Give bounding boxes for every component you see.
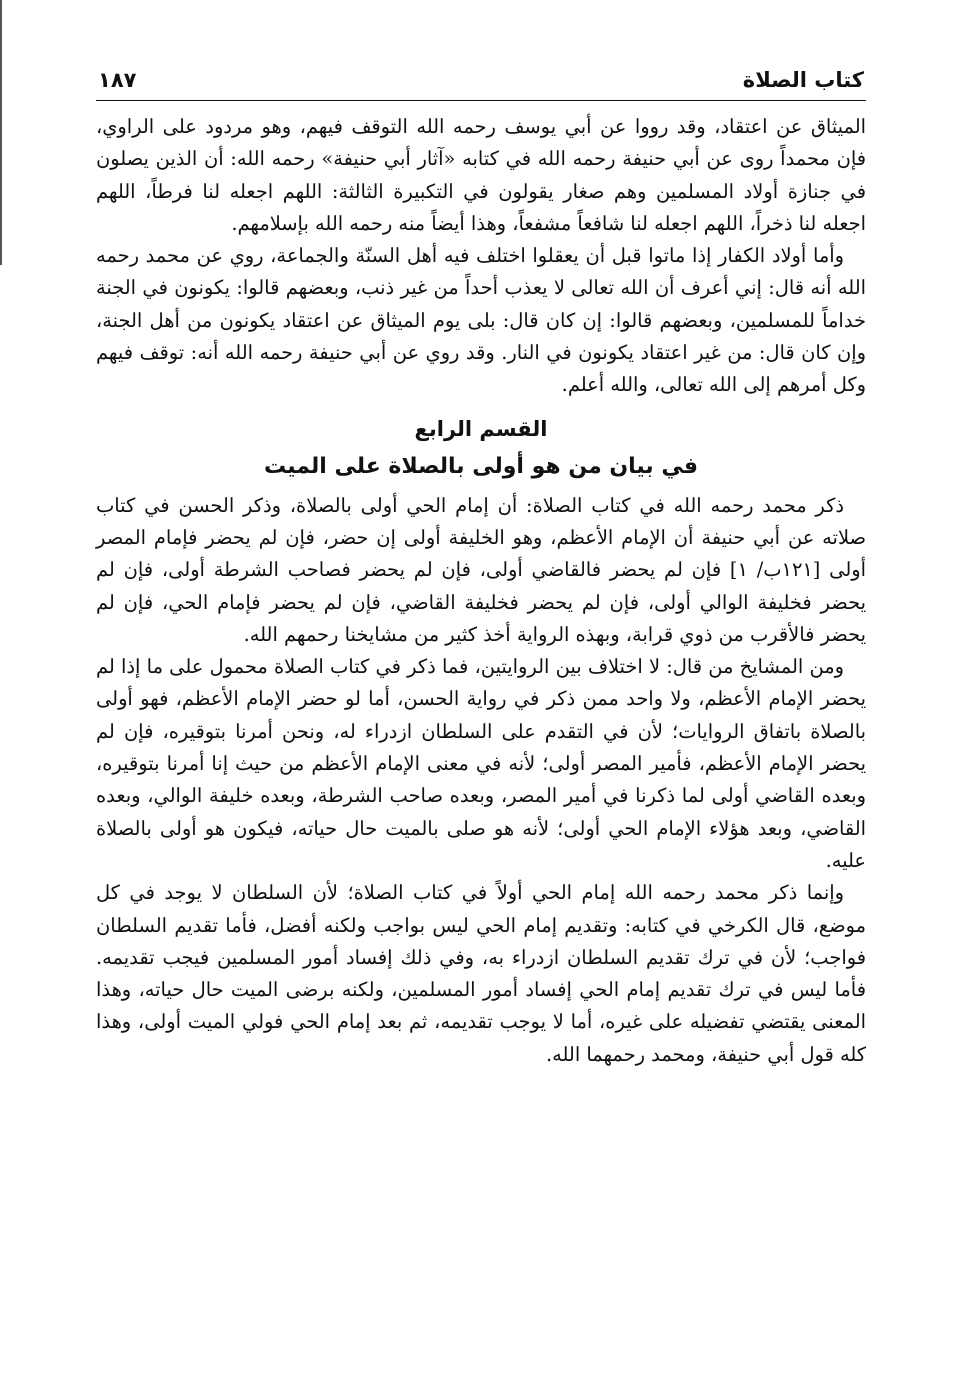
page-header	[96, 56, 866, 92]
paragraph: وإنما ذكر محمد رحمه الله إمام الحي أولاً في كتاب الصلاة؛ لأن السلطان لا يوجد في كل موضع، قال الكرخي في كتابه: وتقديم إمام الحي ليس بواجب ولكنه أفضل، فأما تقديم السلطان فواجب؛ لأن في ترك تقديم السلطان ازدراء به، وفي ذلك إفساد أمور المسلمين فيجب تقديمه. فأما ليس في ترك تقديم إمام الحي إفساد أمور المسلمين، ولكنه برضى الميت حال حياته، وهذا المعنى يقتضي تفضيله على غيره، أما لا يوجب تقديمه، ثم بعد إمام الحي فولي الميت أولى، وهذا كله قول أبي حنيفة، ومحمد رحمهما الله.	[96, 881, 866, 1066]
page-number: ١٨٧	[98, 68, 137, 92]
section-subtitle: في بيان من هو أولى بالصلاة على الميت	[264, 453, 698, 479]
section-title: القسم الرابع	[414, 416, 548, 441]
paragraph: وأما أولاد الكفار إذا ماتوا قبل أن يعقلوا اختلف فيه أهل السنّة والجماعة، روي عن محمد رحمه الله أنه قال: إني أعرف أن الله تعالى لا يعذب أحداً من غير ذنب، وبعضهم قالوا: يكونون في الجنة خداماً للمسلمين، وبعضهم قالوا: إن كان قال: بلى يوم الميثاق عن اعتقاد يكونون من أهل الجنة، وإن كان قال: من غير اعتقاد يكونون في النار. وقد روي عن أبي حنيفة رحمه الله أنه: توقف فيهم وكل أمرهم إلى الله تعالى، والله أعلم.	[96, 244, 866, 397]
paragraph: الميثاق عن اعتقاد، وقد رووا عن أبي يوسف رحمه الله التوقف فيهم، وهو مردود على الراوي، فإن محمداً روى عن أبي حنيفة رحمه الله في كتابه «آثار أبي حنيفة» رحمه الله: أن الذين يصلون في جنازة أولاد المسلمين وهم صغار يقولون في التكبيرة الثالثة: اللهم اجعله لنا فرطاً، اللهم اجعله لنا ذخراً، اللهم اجعله لنا شافعاً مشفعاً، وهذا أيضاً منه رحمه الله بإسلامهم.	[96, 115, 866, 235]
running-title: كتاب الصلاة	[742, 68, 864, 92]
header-divider	[96, 100, 866, 101]
paragraph: ومن المشايخ من قال: لا اختلاف بين الروايتين، فما ذكر في كتاب الصلاة محمول على ما إذا لم يحضر الإمام الأعظم، ولا واحد ممن ذكر في رواية الحسن، أما لو حضر الإمام الأعظم، فهو أولى بالصلاة باتفاق الروايات؛ لأن في التقدم على السلطان ازدراء له، ونحن أمرنا بتوقيره، فإن لم يحضر الإمام الأعظم، فأمير المصر أولى؛ لأنه في معنى الإمام الأعظم من حيث إنا أمرنا بتوقيره، وبعده القاضي أولى لما ذكرنا في أمير المصر، وبعده صاحب الشرطة، وبعده خليفة الوالي، وبعده القاضي، وبعد هؤلاء الإمام الحي أولى؛ لأنه هو صلى بالميت حال حياته، فيكون هو أولى بالصلاة عليه.	[96, 655, 866, 872]
paragraph: ذكر محمد رحمه الله في كتاب الصلاة: أن إمام الحي أولى بالصلاة، وذكر الحسن في كتاب صلاته عن أبي حنيفة أن الإمام الأعظم، وهو الخليفة أولى إن حضر، فإن لم يحضر فإمام المصر أولى [١٢١ب/ ١] فإن لم يحضر فالقاضي أولى، فإن لم يحضر فصاحب الشرطة أولى، فإن لم يحضر فخليفة الوالي أولى، فإن لم يحضر فخليفة القاضي، فإن لم يحضر فإمام الحي، فإن لم يحضر فالأقرب من ذوي قرابة، وبهذه الرواية أخذ كثير من مشايخنا رحمهم الله.	[96, 493, 866, 646]
scan-edge-line	[0, 0, 2, 265]
book-page	[96, 56, 866, 1346]
